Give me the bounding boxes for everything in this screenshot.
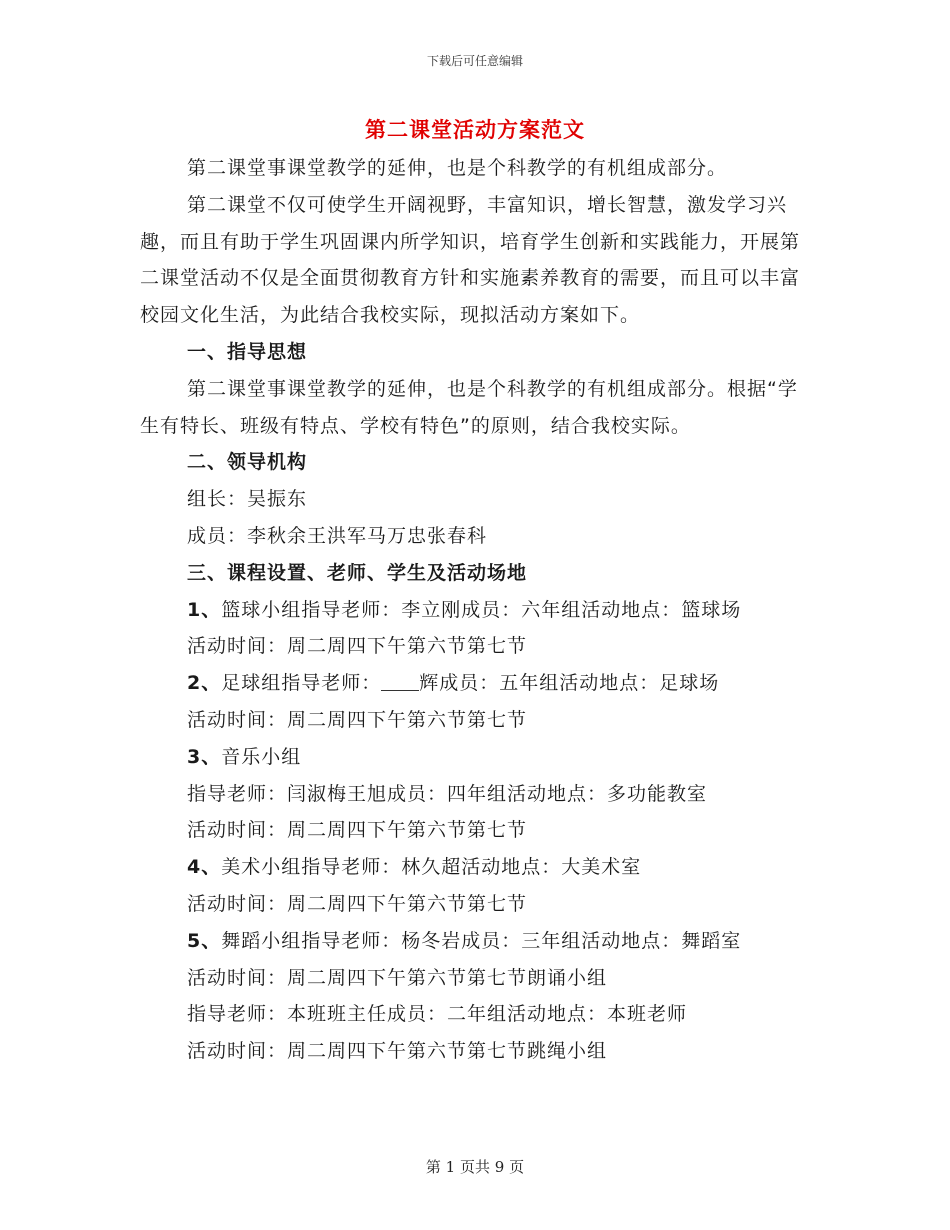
group-dance-time: 活动时间：周二周四下午第六节第七节朗诵小组	[187, 966, 608, 989]
group-music-detail: 指导老师：闫淑梅王旭成员：四年组活动地点：多功能教室	[187, 782, 708, 805]
group-number: 4、	[187, 856, 222, 879]
group-number: 2、	[187, 672, 222, 695]
group-number: 5、	[187, 929, 222, 952]
leader-line: 组长：吴振东	[187, 488, 308, 511]
guiding-paragraph: 第二课堂事课堂教学的延伸，也是个科教学的有机组成部分。根据“学生有特长、班级有特点、学校有特色”的原则，结合我校实际。	[140, 377, 798, 437]
intro-paragraph: 第二课堂事课堂教学的延伸，也是个科教学的有机组成部分。	[187, 157, 728, 179]
section-heading-courses: 三、课程设置、老师、学生及活动场地	[187, 561, 528, 584]
section-heading-leadership: 二、领导机构	[187, 451, 308, 474]
group-number: 1、	[187, 598, 222, 621]
group-text: 足球组指导老师：	[221, 672, 382, 695]
group-number: 3、	[187, 745, 222, 768]
group-music	[140, 739, 800, 776]
document-title: 第二课堂活动方案范文	[365, 118, 585, 142]
section-heading-guiding: 一、指导思想	[187, 340, 308, 363]
page-footer-number: 第 1 页共 9 页	[425, 1158, 525, 1176]
group-recitation-detail: 指导老师：本班班主任成员：二年组活动地点：本班老师	[187, 1003, 688, 1026]
members-line: 成员：李秋余王洪军马万忠张春科	[187, 524, 488, 547]
group-football	[140, 665, 800, 702]
group-text: 篮球小组指导老师：李立刚成员：六年组活动地点：篮球场	[221, 598, 742, 621]
group-dance	[140, 923, 800, 960]
group-music-time: 活动时间：周二周四下午第六节第七节	[187, 819, 528, 842]
group-recitation-time: 活动时间：周二周四下午第六节第七节跳绳小组	[187, 1040, 608, 1063]
group-football-time: 活动时间：周二周四下午第六节第七节	[187, 708, 528, 731]
group-art-time: 活动时间：周二周四下午第六节第七节	[187, 892, 528, 915]
group-text: 美术小组指导老师：林久超活动地点：大美术室	[221, 856, 642, 879]
purpose-paragraph: 第二课堂不仅可使学生开阔视野，丰富知识，增长智慧，激发学习兴趣，而且有助于学生巩固课内所学知识，培育学生创新和实践能力，开展第二课堂活动不仅是全面贯彻教育方针和实施素养教育的需要，而且可以丰富校园文化生活，为此结合我校实际，现拟活动方案如下。	[140, 193, 801, 327]
group-text: 音乐小组	[221, 745, 302, 768]
group-art	[140, 849, 800, 886]
group-text-cont: 辉成员：五年组活动地点：足球场	[419, 672, 720, 695]
group-basketball	[140, 592, 800, 629]
document-body	[140, 150, 800, 1070]
blank-underline	[381, 672, 419, 691]
group-basketball-time: 活动时间：周二周四下午第六节第七节	[187, 635, 528, 658]
group-text: 舞蹈小组指导老师：杨冬岩成员：三年组活动地点：舞蹈室	[221, 929, 742, 952]
page-header-note: 下载后可任意编辑	[426, 54, 523, 68]
